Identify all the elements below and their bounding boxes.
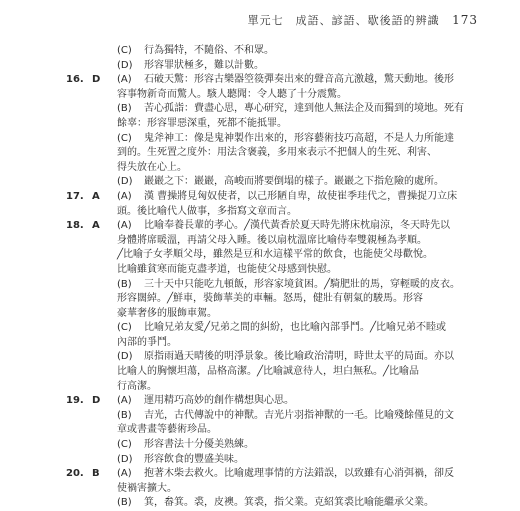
continuation-line	[66, 380, 476, 395]
explanation-text: 比喻奉養長輩的孝心。╱漢代黃香於夏天時先將床枕扇涼，冬天時先以	[144, 220, 451, 232]
continuation-line	[66, 234, 476, 249]
option-label: (B)	[117, 409, 132, 421]
explanation-text: 苦心孤詣：費盡心思，專心研究，達到他人無法企及而獨到的境地。死有	[144, 103, 464, 115]
continuation-line	[66, 365, 476, 380]
explanation-text: 鬼斧神工：像是鬼神製作出來的，形容藝術技巧高超，不是人力所能達	[144, 132, 454, 144]
explanation-text: 箕，畚箕。裘，皮襖。箕裘，指父業。克紹箕裘比喻能繼承父業。	[144, 497, 434, 509]
explanation-text: 得失放在心上。	[117, 161, 187, 173]
explanation-text: 豪華奢侈的服飾車駕。	[117, 307, 217, 319]
explanation-text: 形容飲食的豐盛美味。	[144, 453, 244, 465]
continuation-line	[66, 336, 476, 351]
question-line	[66, 219, 476, 234]
option-line	[66, 350, 476, 365]
option-label: (C)	[117, 322, 132, 334]
explanation-text: 形容闊綽。╱鮮車，裝飾華美的車輛。怒馬，健壯有朝氣的駿馬。形容	[117, 293, 424, 305]
explanation-text: 餘辜：形容罪惡深重，死都不能抵罪。	[117, 117, 287, 129]
continuation-line	[66, 205, 476, 220]
explanation-text: 行為獨特，不隨俗、不和眾。	[144, 45, 274, 56]
option-label: (A)	[117, 220, 132, 232]
explanation-text: 容事物新奇而驚人。駭人聽聞：令人聽了十分震驚。	[117, 88, 347, 100]
option-label: (B)	[117, 103, 132, 115]
question-number: 19.	[66, 395, 84, 407]
explanation-text: 章或書畫等藝術珍品。	[117, 424, 217, 436]
option-line	[66, 175, 476, 190]
explanation-text: 運用精巧高妙的創作構想與心思。	[144, 395, 294, 407]
question-number: 20.	[66, 468, 84, 480]
question-line	[66, 73, 476, 88]
option-line	[66, 453, 476, 468]
option-label: (C)	[117, 45, 132, 56]
question-number: 17.	[66, 190, 84, 202]
question-number: 18.	[66, 220, 84, 232]
option-label: (A)	[117, 190, 132, 202]
option-line	[66, 102, 476, 117]
answer-explanations	[66, 44, 476, 511]
continuation-line	[66, 482, 476, 497]
explanation-text: 行高潔。	[117, 380, 157, 392]
option-label: (B)	[117, 497, 132, 509]
option-label: (D)	[117, 351, 133, 363]
answer-letter: A	[92, 190, 100, 202]
option-label: (B)	[117, 278, 132, 290]
explanation-text: 比喻兄弟友愛╱兄弟之間的糾紛，也比喻內部爭鬥。╱比喻兄弟不睦或	[144, 322, 447, 334]
continuation-line	[66, 307, 476, 322]
explanation-text: 比喻人的胸懷坦蕩，品格高潔。╱比喻誠意待人，坦白無私。╱比喻品	[117, 366, 420, 378]
option-line	[66, 321, 476, 336]
continuation-line	[66, 423, 476, 438]
option-label: (A)	[117, 468, 132, 480]
explanation-text: 巖巖之下：巖巖，高峻而將要倒塌的樣子。巖巖之下指危險的處所。	[144, 176, 444, 188]
explanation-text: 三十天中只能吃九頓飯，形容家境貧困。╱騎肥壯的馬，穿輕暖的皮衣。	[144, 278, 461, 290]
question-line	[66, 467, 476, 482]
question-line	[66, 190, 476, 205]
explanation-text: 吉光，古代傳說中的神獸。吉光片羽指神獸的一毛。比喻殘餘僅見的文	[144, 409, 454, 421]
continuation-line	[66, 263, 476, 278]
page-header	[248, 12, 478, 28]
option-label: (C)	[117, 439, 132, 451]
question-line	[66, 394, 476, 409]
explanation-text: ╱比喻子女孝順父母，雖然是豆和水這樣平常的飲食，也能使父母歡悅。	[117, 249, 434, 261]
option-line	[66, 44, 476, 59]
explanation-text: 形容書法十分優美熟練。	[144, 439, 254, 451]
explanation-text: 抱著木柴去救火。比喻處理事情的方法錯誤，以致雖有心消弭禍，卻反	[144, 468, 454, 480]
option-label: (A)	[117, 395, 132, 407]
explanation-text: 內部的爭鬥。	[117, 336, 177, 348]
chapter-title: 單元七 成語、諺語、歇後語的辨識	[247, 14, 440, 27]
explanation-text: 身體將席暖溫，再請父母入睡。後以扇枕溫席比喻侍奉雙親極為孝順。	[117, 234, 427, 246]
answer-letter: D	[92, 74, 101, 86]
option-label: (D)	[117, 59, 133, 71]
option-line	[66, 496, 476, 511]
answer-letter: A	[92, 220, 100, 232]
continuation-line	[66, 161, 476, 176]
question-number: 16.	[66, 74, 84, 86]
option-line	[66, 278, 476, 293]
continuation-line	[66, 292, 476, 307]
explanation-text: 頭。後比喻代人做事，多指寫文章而言。	[117, 205, 297, 217]
answer-letter: D	[92, 395, 101, 407]
option-label: (D)	[117, 453, 133, 465]
explanation-text: 形容罪狀極多，難以計數。	[144, 59, 264, 71]
option-line	[66, 438, 476, 453]
explanation-text: 使禍害擴大。	[117, 482, 177, 494]
page-number: 173	[452, 13, 478, 27]
continuation-line	[66, 146, 476, 161]
option-label: (C)	[117, 132, 132, 144]
explanation-text: 比喻雖貧寒而能克盡孝道，也能使父母感到快慰。	[117, 263, 337, 275]
continuation-line	[66, 117, 476, 132]
explanation-text: 石破天驚：形容古樂器箜篌彈奏出來的聲音高亢激越，驚天動地。後形	[144, 74, 454, 86]
answer-letter: B	[92, 468, 100, 480]
continuation-line	[66, 88, 476, 103]
explanation-text: 到的。生死置之度外：用法含褒義，多用來表示不把個人的生死、利害、	[117, 147, 437, 159]
continuation-line	[66, 248, 476, 263]
option-label: (A)	[117, 74, 132, 86]
option-label: (D)	[117, 176, 133, 188]
explanation-text: 漢 曹操將見匈奴使者，以己形陋自卑，故使崔季珪代之，曹操捉刀立床	[144, 190, 458, 202]
option-line	[66, 132, 476, 147]
explanation-text: 原指雨過天晴後的明淨景象。後比喻政治清明，時世太平的局面。亦以	[144, 351, 454, 363]
option-line	[66, 409, 476, 424]
option-line	[66, 59, 476, 74]
